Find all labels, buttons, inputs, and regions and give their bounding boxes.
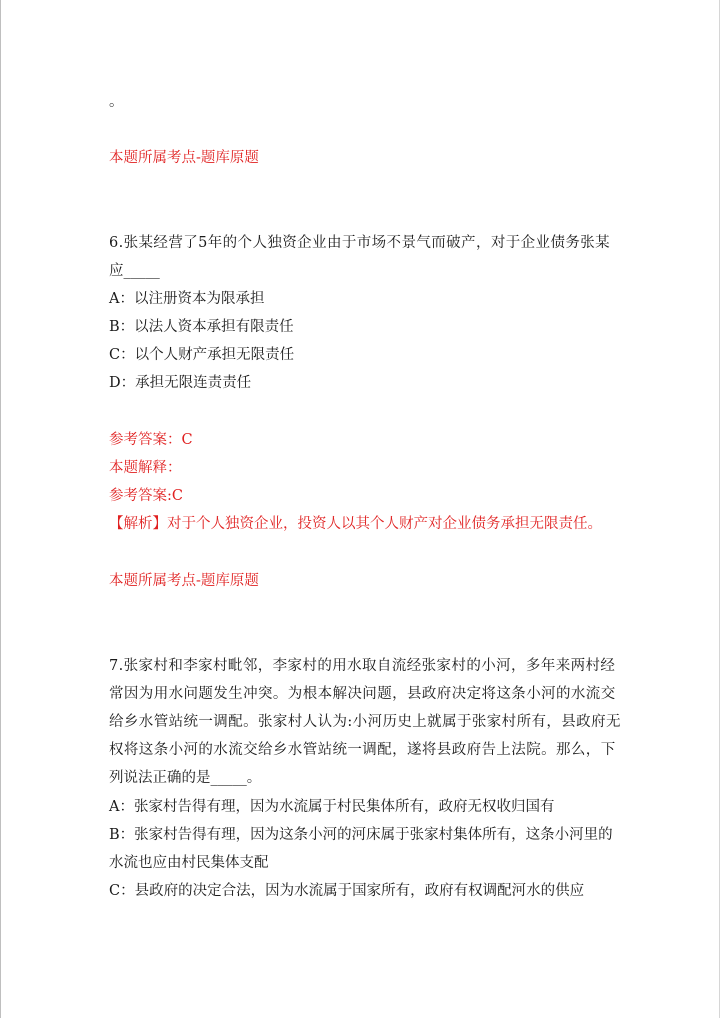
question-7-stem-line-1: 7.张家村和李家村毗邻，李家村的用水取自流经张家村的小河，多年来两村经	[109, 658, 616, 674]
question-7-stem-line-2: 常因为用水问题发生冲突。为根本解决问题，县政府决定将这条小河的水流交	[109, 686, 616, 702]
question-7-option-c: C：县政府的决定合法，因为水流属于国家所有，政府有权调配河水的供应	[109, 883, 585, 899]
question-6-option-c: C：以个人财产承担无限责任	[109, 347, 295, 363]
question-7-option-a: A：张家村告得有理，因为水流属于村民集体所有，政府无权收归国有	[109, 799, 555, 815]
question-6-stem-line-2: 应_____	[109, 263, 160, 279]
topic-tag: 本题所属考点-题库原题	[109, 150, 259, 166]
question-6-explanation-label: 本题解释：	[109, 460, 182, 476]
question-6-answer-repeat: 参考答案:C	[109, 488, 183, 504]
question-6-option-d: D：承担无限连责责任	[109, 375, 252, 391]
question-6-option-a: A：以注册资本为限承担	[109, 291, 265, 307]
question-6-answer: 参考答案：C	[109, 432, 193, 448]
question-7-stem-line-5: 列说法正确的是_____。	[109, 770, 262, 786]
question-6-option-b: B：以法人资本承担有限责任	[109, 319, 294, 335]
question-6-stem-line-1: 6.张某经营了5年的个人独资企业由于市场不景气而破产，对于企业债务张某	[109, 235, 611, 251]
question-6-analysis: 【解析】对于个人独资企业，投资人以其个人财产对企业债务承担无限责任。	[109, 516, 602, 532]
question-7-stem-line-3: 给乡水管站统一调配。张家村人认为:小河历史上就属于张家村所有，县政府无	[109, 714, 621, 730]
question-7-option-b-continued: 水流也应由村民集体支配	[109, 855, 269, 871]
top-fragment: 。	[109, 94, 124, 110]
question-6-topic-tag: 本题所属考点-题库原题	[109, 573, 259, 589]
question-7-option-b: B：张家村告得有理，因为这条小河的河床属于张家村集体所有，这条小河里的	[109, 827, 613, 843]
question-7-stem-line-4: 权将这条小河的水流交给乡水管站统一调配，遂将县政府告上法院。那么，下	[109, 742, 616, 758]
